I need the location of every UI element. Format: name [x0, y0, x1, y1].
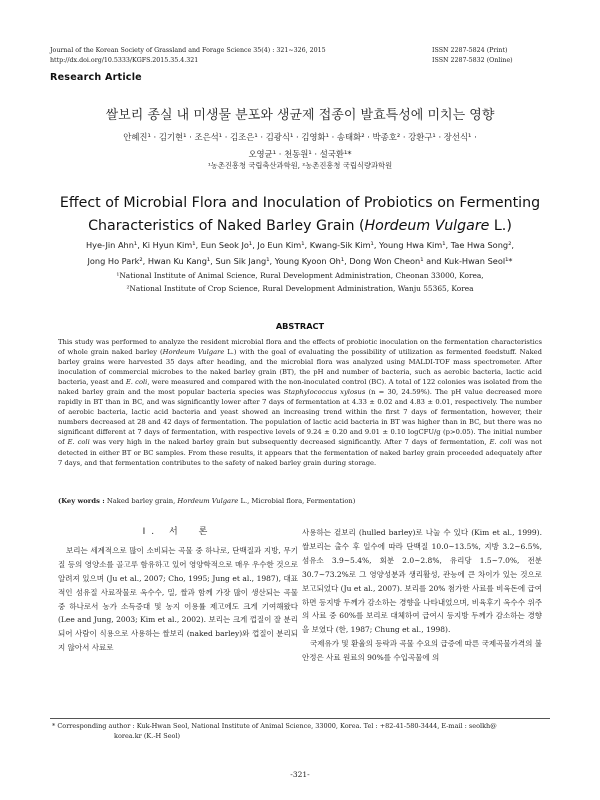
korean-authors [40, 129, 560, 163]
species-name: Hordeum Vulgare [364, 218, 490, 234]
doi-link[interactable]: http://dx.doi.org/10.5333/KGFS.2015.35.4.321 [50, 57, 199, 64]
body-paragraph: 보리는 세계적으로 많이 소비되는 곡물 중 하나로, 단백질과 지방, 무기질 등의 영양소를 골고루 함유하고 있어 영양학적으로 매우 우수한 것으로 알려져 있으며 (Ju et al., 2007; Cho, 1995; Jung et al., 1987), 대표적인 섬유질 사료작물로 옥수수, 밀, 쌀과 함께 가장 많이 생산되는 곡물 중 하나로서 농가 소득증대 및 농지 이용률 제고에도 크게 기여해왔다 (Lee and Jung, 2003; Kim et al., 2002). 보리는 크게 껍질이 잘 분리되어 사람이 식용으로 사용하는 쌀보리 (naked barley)와 껍질이 분리되지 않아서 사료로 [58, 545, 298, 653]
section-heading: Ⅰ. 서 론 [142, 527, 214, 537]
english-title-text: Characteristics of Naked Barley Grain ( [88, 218, 365, 234]
english-affiliations [40, 269, 560, 295]
abstract-italic: E. coli [489, 438, 512, 447]
abstract-text: was not detected in either BT or BC samples. From these results, it appears that the fermentation of naked barley grain proceeded adequately after 7 days, and that fermentation contributes to the safety of naked barley grain during storage. [58, 438, 542, 467]
abstract-italic: Staphylococcus xylosus [283, 388, 366, 397]
english-title-line1: Effect of Microbial Flora and Inoculation of Probiotics on Fermenting [59, 195, 541, 211]
abstract-text: was very high in the naked barley grain but subsequently decreased significantly. After 7 days of fermentation, [89, 438, 490, 447]
abstract-text: This study was performed to analyze the resident microbial flora and the effects of probiotic inoculation on the fermentation characteristics of whole grain naked barley ( [58, 338, 542, 357]
keywords-text: L., Microbial flora, Fermentation) [238, 497, 356, 505]
body-column-left [58, 526, 298, 655]
korean-affiliations: ¹농촌진흥청 국립축산과학원, ²농촌진흥청 국립식량과학원 [207, 161, 393, 170]
body-paragraph: 사용하는 겉보리 (hulled barley)로 나눌 수 있다 (Kim et al., 1999). 쌀보리는 출수 후 일수에 따라 단백질 10.0~13.5%, 지방 3.2~6.5%, 섬유소 3.9~5.4%, 회분 2.0~2.8%, 유리당 1.5~7.0%, 전분 30.7~73.2%로 그 영양성분과 생리활성, 관능에 큰 차이가 있는 것으로 보고되었다 (Ju et al., 2007). 보리를 20% 첨가한 사료를 비육돈에 급여하면 등지방 두께가 감소하는 경향을 나타내었으며, 비육후기 옥수수 위주의 사료 중 60%를 보리로 대체하여 급여시 등지방 두께가 감소하는 경향을 보였다 (한, 1987; Chung et al., 1998). [302, 528, 542, 635]
keywords [58, 497, 542, 505]
korean-title: 쌀보리 종실 내 미생물 분포와 생균제 접종이 발효특성에 미치는 영향 [105, 108, 495, 123]
english-authors [40, 237, 560, 269]
abstract-italic: E. coli [125, 378, 148, 387]
corresponding-author-line2: korea.kr (K.-H Seol) [114, 732, 181, 740]
abstract-body [58, 337, 542, 468]
korean-authors-line1: 안혜진¹ · 김기현¹ · 조은석¹ · 김조은¹ · 김광식¹ · 김영화¹ · 송태화² · 박종호² · 강환구¹ · 장선식¹ · [123, 132, 477, 142]
keywords-label: (Key words : [58, 497, 105, 505]
journal-citation: Journal of the Korean Society of Grassland and Forage Science 35(4) : 321~326, 2015 [50, 47, 326, 54]
abstract-italic: E. coli [67, 438, 90, 447]
english-authors-line2: Jong Ho Park², Hwan Ku Kang¹, Sun Sik Jang¹, Young Kyoon Oh¹, Dong Won Cheon¹ and Kuk-Hwan Seol¹* [87, 256, 513, 266]
abstract-text: , were measured and compared with the non-inoculated control (BC). A total of 122 colonies was isolated from the naked barley grain and the most popular bacteria species was [58, 378, 542, 397]
running-header-right [432, 46, 513, 66]
corresponding-author-footnote [52, 721, 548, 741]
issn-online: ISSN 2287-5832 (Online) [432, 57, 513, 64]
keywords-text: Naked barley grain, [104, 497, 178, 505]
abstract-heading: ABSTRACT [275, 321, 325, 331]
keywords-italic: Hordeum Vulgare [177, 497, 239, 505]
english-title [40, 192, 560, 238]
english-title-suffix: L.) [489, 218, 512, 234]
abstract-italic: Hordeum Vulgare [162, 348, 225, 357]
issn-print: ISSN 2287-5824 (Print) [432, 47, 508, 54]
abstract-text: (n = 30, 24.59%). The pH value decreased more rapidly in BT than in BC, and was significantly lower after 7 days of fermentation at 4.33 ± 0.02 and 4.83 ± 0.01, respectively. The number of aerobic bacteria, lactic acid bacteria and yeast showed an increasing trend within the first 7 days of fermentation, however, their numbers decreased at 28 and 42 days of fermentation. The population of lactic acid bacteria in BT was higher than in BC, but there was no significant different at 7 days of fermentation, with respective levels of 9.24 ± 0.20 and 9.01 ± 0.10 logCFU/g (p>0.05). The initial number of [58, 388, 542, 447]
page-number: -321- [290, 770, 310, 779]
article-type: Research Article [50, 72, 142, 83]
affiliation-1: ¹National Institute of Animal Science, Rural Development Administration, Cheonan 33000, Korea, [116, 271, 484, 280]
corresponding-author-line1: * Corresponding author : Kuk-Hwan Seol, National Institute of Animal Science, 33000, Korea. Tel : +82-41-580-3444, E-mail : seolkh@ [52, 722, 497, 730]
running-header-left [50, 46, 326, 66]
abstract-text: L.) with the goal of evaluating the possibility of utilization as fermented feedstuff. Naked barley grains were harvested 35 days after heading, and the microbial flora was analyzed using MALDI-TOF mass spectrometer. After inoculation of commercial microbes to the naked barley grain (BT), the pH and number of bacteria, such as aerobic bacteria, lactic acid bacteria, yeast and [58, 348, 542, 387]
body-paragraph: 국제유가 및 환율의 등락과 곡물 수요의 급증에 따른 국제곡물가격의 불안정은 사료 원료의 90%를 수입곡물에 의 [302, 639, 542, 663]
footnote-divider [50, 718, 550, 719]
korean-authors-line2: 오영균¹ · 천동원¹ · 설국환¹* [248, 149, 352, 159]
english-authors-line1: Hye-Jin Ahn¹, Ki Hyun Kim¹, Eun Seok Jo¹, Jo Eun Kim¹, Kwang-Sik Kim¹, Young Hwa Kim¹, Tae Hwa Song², [86, 240, 514, 250]
body-column-right [302, 526, 542, 665]
affiliation-2: ²National Institute of Crop Science, Rural Development Administration, Wanju 55365, Korea [126, 284, 474, 293]
english-title-line2 [40, 215, 560, 238]
